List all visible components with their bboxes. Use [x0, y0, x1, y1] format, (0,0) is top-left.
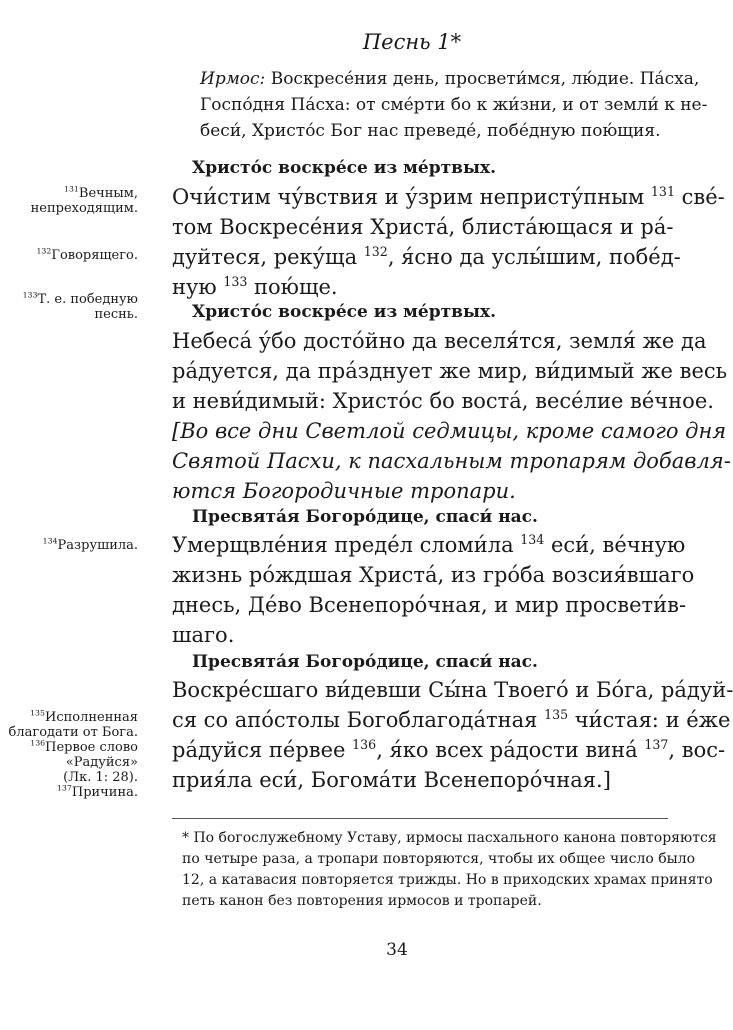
refrain-theotokos-2: Пресвята́я Богоро́дице, спаси́ нас.: [192, 652, 538, 672]
troparion-4-line-4: прия́ла еси́, Богома́ти Всенепоро́чная.]: [172, 768, 611, 792]
troparion-2-line-2: ра́дуется, да пра́зднует же мир, ви́димый же весь: [172, 359, 728, 383]
footnote-line-1: * По богослужебному Уставу, ирмосы пасхального канона повторяются: [182, 830, 717, 846]
irmos-line-2: Госпо́дня Па́сха: от сме́рти бо к жи́зни, и от земли́ к не-: [200, 95, 708, 115]
footnote-ref-131: 131: [650, 184, 675, 199]
troparion-1-line-4: ную $^{133}$ пою́ще.: [172, 274, 338, 299]
margin-note-133: $^{133}$Т. е. победную песнь.: [22, 290, 138, 322]
rubric-line-2: Святой Пасхи, к пасхальным тропарям добавля-: [172, 449, 731, 473]
troparion-3-line-1: Умерщвле́ния преде́л сломи́ла $^{134}$ еси́, ве́чную: [172, 532, 686, 557]
irmos-line-3: беси́, Христо́с Бог нас преведе́, побе́дную пою́щия.: [200, 121, 661, 141]
rubric-line-1: [Во все дни Светлой седмицы, кроме самого дня: [172, 419, 727, 443]
troparion-2-line-1: Небеса́ у́бо досто́йно да веселя́тся, земля́ же да: [172, 329, 707, 353]
troparion-4-line-3: ра́дуйся пе́рвее $^{136}$, я́ко всех ра́дости вина́ $^{137}$, вос-: [172, 737, 726, 762]
footnote-line-2: по четыре раза, а тропари повторяются, чтобы их общее число было: [182, 851, 696, 867]
song-title: Песнь 1*: [362, 30, 462, 54]
footnote-divider: [172, 818, 668, 819]
rubric-line-3: ются Богородичные тропари.: [172, 479, 516, 503]
refrain-christ-2: Христо́с воскре́се из ме́ртвых.: [192, 302, 497, 322]
margin-note-135-137: $^{135}$Исполненная благодати от Бога. $^{136}$Первое слово «Радуйся» (Лк. 1: 28). $^{137}$Причина.: [8, 708, 138, 800]
troparion-3: [172, 530, 695, 650]
margin-note-132: $^{132}$Говорящего.: [36, 246, 138, 263]
troparion-1-line-3: дуйтеся, реку́ща $^{132}$, я́сно да услы́шим, побе́д-: [172, 244, 681, 269]
troparion-4-line-1: Воскре́сшаго ви́девши Сы́на Твоего́ и Бо́га, ра́дуй-: [172, 678, 733, 702]
margin-note-131: $^{131}$Вечным, непреходящим.: [30, 184, 138, 216]
troparion-3-line-3: днесь, Де́во Всенепоро́чная, и мир просвети́в-: [172, 593, 687, 617]
troparion-1: [172, 182, 725, 302]
irmos-label: Ирмос:: [200, 69, 266, 89]
page-number: 34: [386, 940, 408, 960]
refrain-christ-1: Христо́с воскре́се из ме́ртвых.: [192, 158, 497, 178]
refrain-theotokos-1: Пресвята́я Богоро́дице, спаси́ нас.: [192, 507, 538, 527]
footnote-ref-137: 137: [644, 737, 669, 752]
troparion-2-line-3: и неви́димый: Христо́с бо воста́, весе́лие ве́чное.: [172, 389, 714, 413]
troparion-1-line-2: том Воскресе́ния Христа́, блиста́ющася и ра́-: [172, 215, 674, 239]
irmos-line-1: Ирмос: Воскресе́ния день, просвети́мся, лю́дие. Па́сха,: [200, 69, 700, 89]
troparion-4: [172, 675, 733, 795]
troparion-4-line-2: ся со апо́столы Богоблагода́тная $^{135}$ чи́стая: и е́же: [172, 707, 731, 732]
footnote-line-4: петь канон без повторения ирмосов и тропарей.: [182, 893, 542, 909]
irmos-block: [200, 66, 708, 144]
footnote: [182, 828, 717, 912]
troparion-2: [172, 326, 731, 506]
margin-note-134: $^{134}$Разрушила.: [42, 536, 138, 553]
footnote-ref-134: 134: [520, 532, 545, 547]
footnote-ref-135: 135: [544, 707, 569, 722]
troparion-1-line-1: Очи́стим чу́вствия и у́зрим непристу́пным $^{131}$ све́-: [172, 184, 725, 209]
footnote-ref-132: 132: [363, 244, 388, 259]
troparion-3-line-4: шаго.: [172, 623, 235, 647]
footnote-ref-133: 133: [223, 274, 248, 289]
footnote-ref-136: 136: [352, 737, 377, 752]
footnote-line-3: 12, а катавасия повторяется трижды. Но в приходских храмах принято: [182, 872, 713, 888]
troparion-3-line-2: жизнь ро́ждшая Христа́, из гро́ба возсия́вшаго: [172, 563, 695, 587]
